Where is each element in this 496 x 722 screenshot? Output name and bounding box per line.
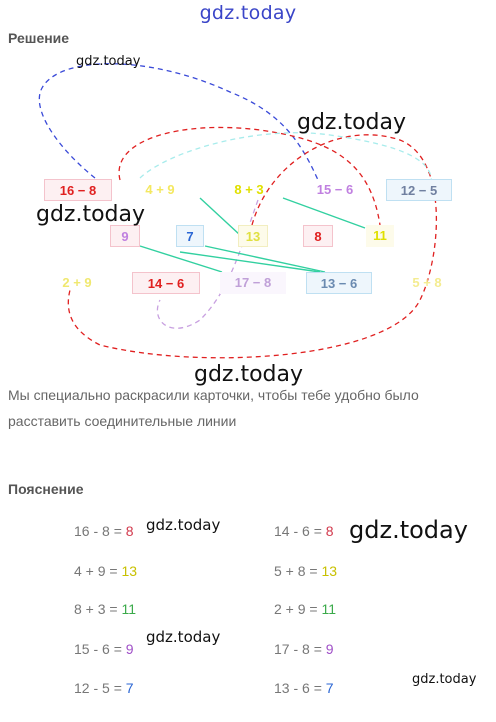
solid-line-5	[205, 246, 325, 272]
equation-left-3: 8 + 3 = 11	[74, 601, 137, 617]
watermark: gdz.today	[146, 516, 221, 534]
card-7[interactable]: 7	[176, 225, 204, 247]
card-2-plus-9[interactable]: 2 + 9	[62, 275, 92, 290]
solution-title: Решение	[8, 30, 70, 46]
watermark: gdz.today	[297, 110, 407, 135]
card-12-minus-5[interactable]: 12 − 5	[386, 179, 452, 201]
equation-left-4: 15 - 6 = 9	[74, 641, 134, 657]
solid-line-2	[283, 198, 365, 228]
equation-left-1: 16 - 8 = 8	[74, 523, 134, 539]
note-line-2: расставить соединительные линии	[8, 413, 237, 429]
equation-left-2: 4 + 9 = 13	[74, 563, 138, 579]
card-9[interactable]: 9	[110, 225, 140, 247]
equation-right-1: 14 - 6 = 8	[274, 523, 334, 539]
watermark: gdz.today	[194, 362, 304, 387]
card-14-minus-6[interactable]: 14 − 6	[132, 272, 200, 294]
watermark: gdz.today	[36, 202, 146, 227]
card-17-minus-8[interactable]: 17 − 8	[220, 272, 286, 294]
red-dashed-line-top	[119, 127, 380, 225]
card-13-minus-6[interactable]: 13 − 6	[306, 272, 372, 294]
site-logo[interactable]: gdz.today	[199, 2, 297, 24]
solid-line-3	[140, 246, 222, 272]
solid-line-1	[200, 198, 240, 235]
watermark: gdz.today	[349, 516, 468, 544]
card-5-plus-8[interactable]: 5 + 8	[412, 275, 442, 290]
card-16-minus-8[interactable]: 16 − 8	[44, 179, 112, 201]
card-11[interactable]: 11	[366, 225, 394, 247]
card-8[interactable]: 8	[303, 225, 333, 247]
blue-dashed-line	[39, 64, 318, 180]
watermark: gdz.today	[146, 628, 221, 646]
watermark: gdz.today	[412, 672, 477, 687]
purple-dashed-line	[157, 200, 258, 328]
equation-right-4: 17 - 8 = 9	[274, 641, 334, 657]
card-8-plus-3[interactable]: 8 + 3	[234, 182, 264, 197]
explanation-title: Пояснение	[8, 481, 84, 497]
card-13[interactable]: 13	[238, 225, 268, 247]
solid-line-4	[180, 252, 320, 272]
card-15-minus-6[interactable]: 15 − 6	[316, 182, 354, 197]
watermark: gdz.today	[76, 54, 141, 69]
card-4-plus-9[interactable]: 4 + 9	[145, 182, 175, 197]
equation-left-5: 12 - 5 = 7	[74, 680, 134, 696]
equation-right-5: 13 - 6 = 7	[274, 680, 334, 696]
note-line-1: Мы специально раскрасили карточки, чтобы тебе удобно было	[8, 387, 419, 403]
equation-right-3: 2 + 9 = 11	[274, 601, 337, 617]
equation-right-2: 5 + 8 = 13	[274, 563, 338, 579]
